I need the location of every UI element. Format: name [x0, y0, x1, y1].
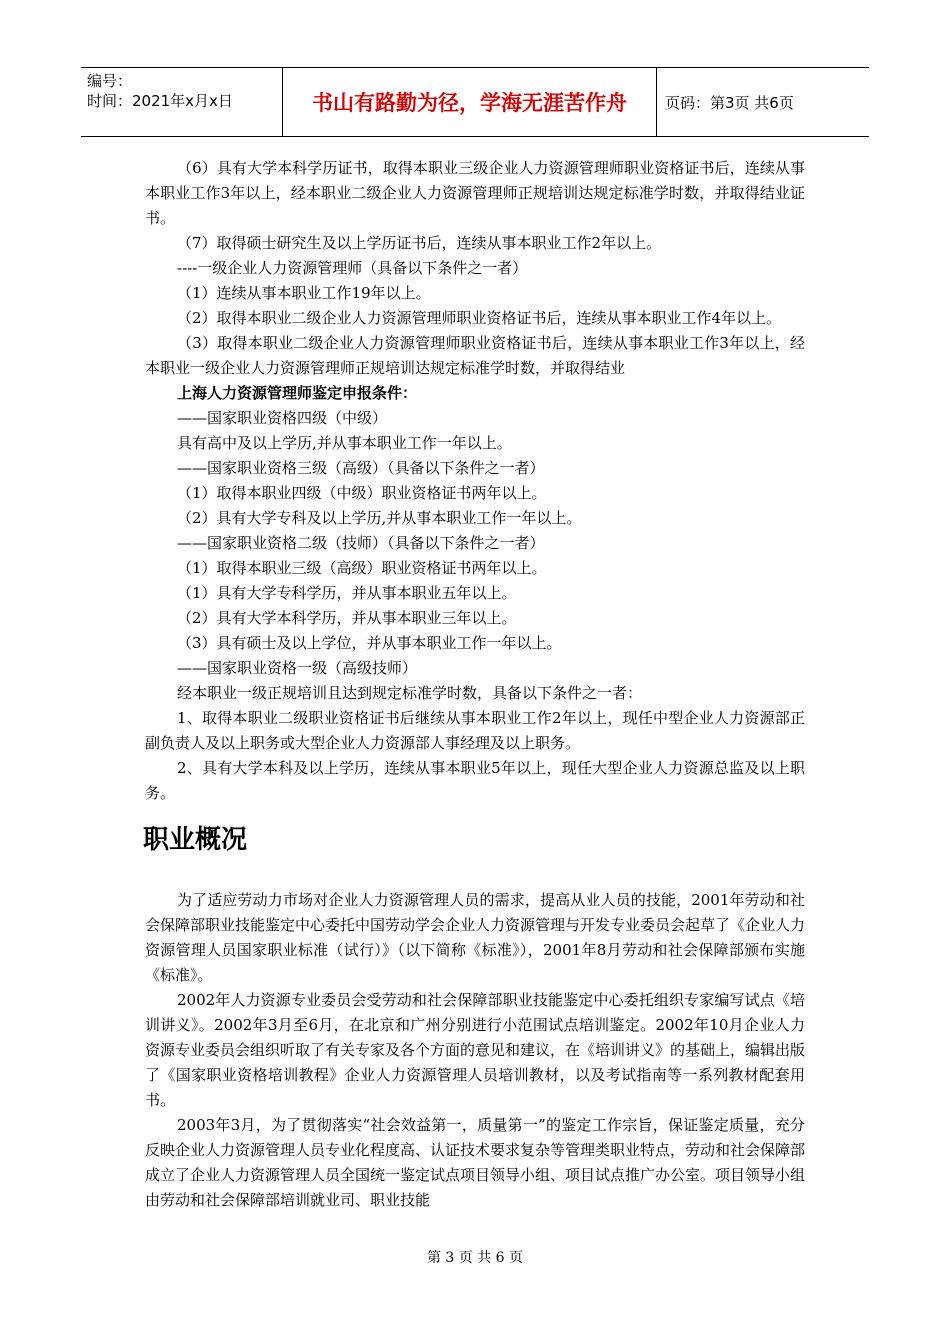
- paragraph: 具有高中及以上学历,并从事本职业工作一年以上。: [177, 434, 512, 452]
- paragraph: 2002年人力资源专业委员会受劳动和社会保障部职业技能鉴定中心委托组织专家编写试点《培训讲义》。2002年3月至6月，在北京和广州分别进行小范围试点培训鉴定。2002年10月企业人力资源专业委员会组织听取了有关专家及各个方面的意见和建议，在《培训讲义》的基础上，编辑出版了《国家职业资格培训教程》企业人力资源管理人员培训教材，以及考试指南等一系列教材配套用书。: [145, 991, 806, 1109]
- paragraph: （2）具有大学专科及以上学历,并从事本职业工作一年以上。: [177, 509, 582, 527]
- document-date-label: 时间：2021年x月x日: [87, 92, 233, 110]
- paragraph: （3）具有硕士及以上学位，并从事本职业工作一年以上。: [177, 634, 562, 652]
- paragraph: ----一级企业人力资源管理师（具备以下条件之一者）: [177, 259, 528, 277]
- paragraph: ——国家职业资格二级（技师）（具备以下条件之一者）: [177, 534, 545, 552]
- paragraph: （6）具有大学本科学历证书，取得本职业三级企业人力资源管理师职业资格证书后，连续从事本职业工作3年以上，经本职业二级企业人力资源管理师正规培训达规定标准学时数，并取得结业证书。: [145, 159, 805, 227]
- document-body: [145, 156, 805, 1213]
- paragraph: （7）取得硕士研究生及以上学历证书后，连续从事本职业工作2年以上。: [177, 234, 662, 252]
- page-footer: 第 3 页 共 6 页: [426, 1250, 524, 1266]
- paragraph: ——国家职业资格一级（高级技师）: [177, 659, 418, 677]
- paragraph: （2）取得本职业二级企业人力资源管理师职业资格证书后，连续从事本职业工作4年以上。: [177, 309, 782, 327]
- paragraph: ——国家职业资格三级（高级）（具备以下条件之一者）: [177, 459, 545, 477]
- section-title: 职业概况: [143, 825, 248, 855]
- header-meta: [81, 68, 283, 136]
- page-header: [81, 67, 869, 137]
- paragraph: （1）连续从事本职业工作19年以上。: [177, 284, 431, 302]
- paragraph: 经本职业一级正规培训且达到规定标准学时数，具备以下条件之一者：: [177, 684, 643, 702]
- paragraph: （1）取得本职业三级（高级）职业资格证书两年以上。: [177, 559, 547, 577]
- paragraph: 2003年3月，为了贯彻落实“社会效益第一，质量第一”的鉴定工作宗旨，保证鉴定质量，充分反映企业人力资源管理人员专业化程度高、认证技术要求复杂等管理类职业特点，劳动和社会保障部成立了企业人力资源管理人员全国统一鉴定试点项目领导小组、项目试点推广办公室。项目领导小组由劳动和社会保障部培训就业司、职业技能: [145, 1116, 806, 1209]
- document-number-label: 编号：: [87, 72, 133, 90]
- paragraph: 2、具有大学本科及以上学历，连续从事本职业5年以上，现任大型企业人力资源总监及以上职务。: [145, 759, 805, 802]
- paragraph: （2）具有大学本科学历，并从事本职业三年以上。: [177, 609, 517, 627]
- paragraph: 为了适应劳动力市场对企业人力资源管理人员的需求，提高从业人员的技能，2001年劳动和社会保障部职业技能鉴定中心委托中国劳动学会企业人力资源管理与开发专业委员会起草了《企业人力资源管理人员国家职业标准（试行）》（以下简称《标准》），2001年8月劳动和社会保障部颁布实施《标准》。: [145, 891, 806, 984]
- paragraph: （3）取得本职业二级企业人力资源管理师职业资格证书后，连续从事本职业工作3年以上，经本职业一级企业人力资源管理师正规培训达规定标准学时数，并取得结业: [145, 334, 805, 377]
- header-page-label: 页码：第3页 共6页: [665, 93, 794, 112]
- paragraph: （1）具有大学专科学历，并从事本职业五年以上。: [177, 584, 517, 602]
- paragraph: 1、取得本职业二级职业资格证书后继续从事本职业工作2年以上，现任中型企业人力资源部正副负责人及以上职务或大型企业人力资源部人事经理及以上职务。: [145, 709, 805, 752]
- header-motto: 书山有路勤为径，学海无涯苦作舟: [283, 68, 657, 136]
- paragraph: （1）取得本职业四级（中级）职业资格证书两年以上。: [177, 484, 547, 502]
- paragraph: ——国家职业资格四级（中级）: [177, 409, 388, 427]
- subsection-title: 上海人力资源管理师鉴定申报条件：: [177, 384, 418, 402]
